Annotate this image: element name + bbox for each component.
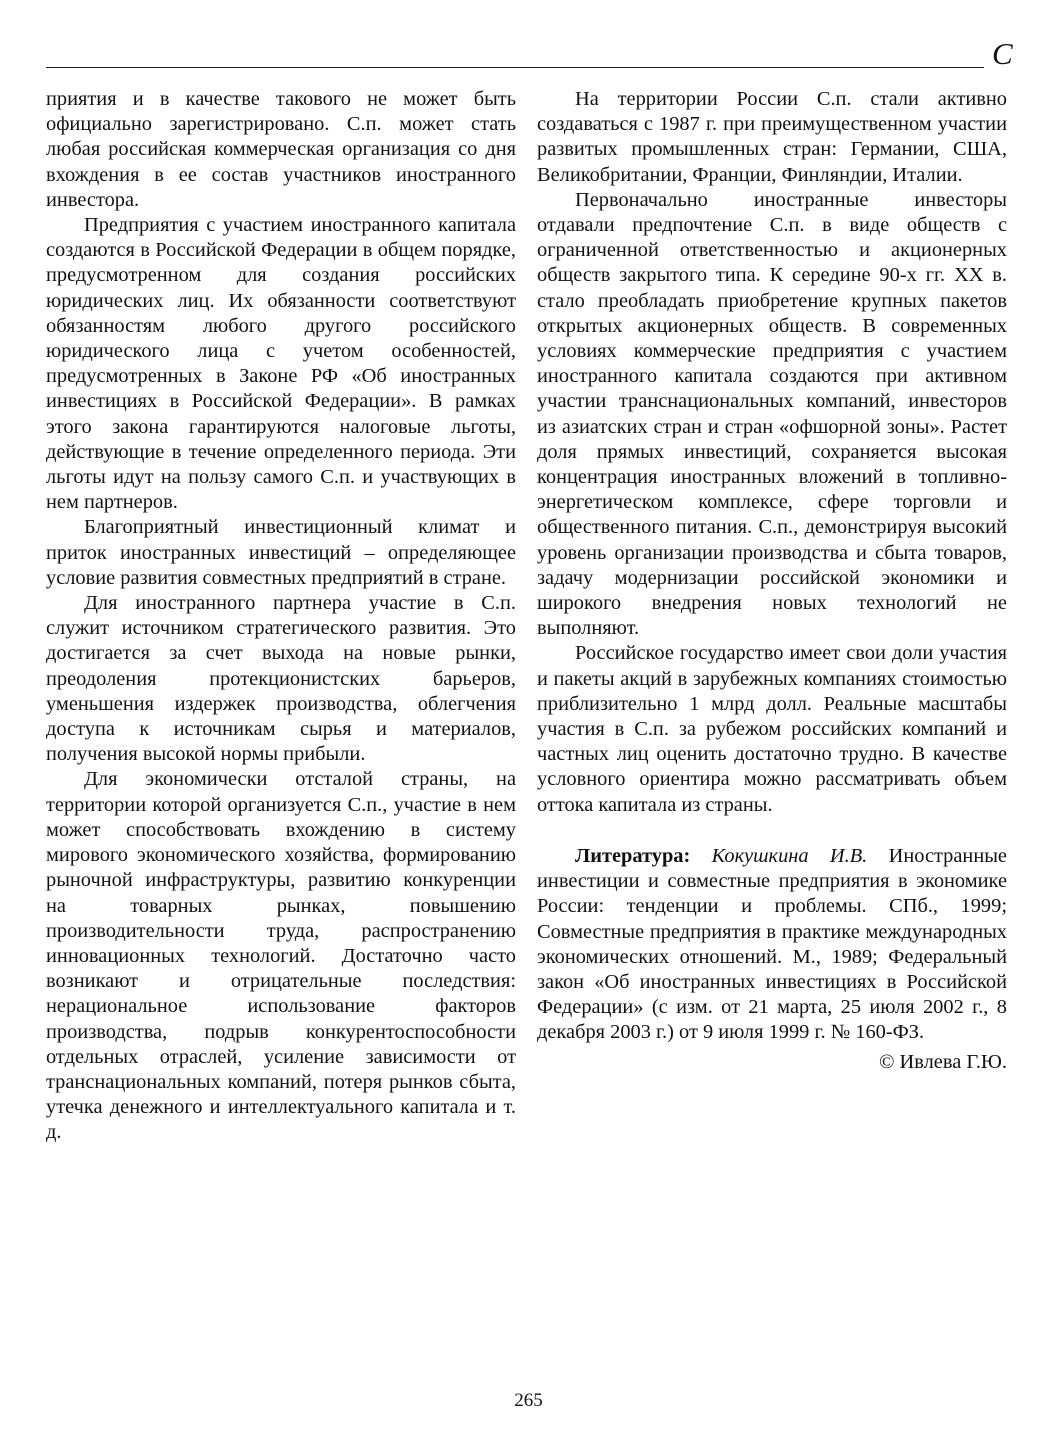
- paragraph: Предприятия с участием иностранного капитала создаются в Российской Федерации в общем порядке, предусмотренном для создания российских юридических лиц. Их обязанности соответствуют обязанностям любого другого российского юридического лица с учетом особенностей, предусмотренных в Законе РФ «Об иностранных инвестициях в Российской Федерации». В рамках этого закона гарантируются налоговые льготы, действующие в течение определенного периода. Эти льготы идут на пользу самого С.п. и участвующих в нем партнеров.: [46, 214, 516, 514]
- paragraph: Российское государство имеет свои доли участия и пакеты акций в зарубежных компаниях стоимостью приблизительно 1 млрд долл. Реальные масштабы участия в С.п. за рубежом российских компаний и частных лиц оценить достаточно трудно. В качестве условного ориентира можно рассматривать объем оттока капитала из страны.: [537, 642, 1007, 816]
- page-number: 265: [514, 1390, 543, 1411]
- literature-label: Литература:: [575, 844, 691, 867]
- section-letter: С: [992, 36, 1013, 71]
- paragraph: Для экономически отсталой страны, на территории которой организуется С.п., участие в нем может способствовать вхождению в систему мирового экономического хозяйства, формированию рыночной инфраструктуры, развитию конкуренции на товарных рынках, повышению производительности труда, распространению инновационных технологий. Достаточно часто возникают и отрицательные последствия: нерациональное использование факторов производства, подрыв конкурентоспособности отдельных отраслей, усиление зависимости от транснациональных компаний, потеря рынков сбыта, утечка денежного и интеллектуального капитала и т. д.: [46, 768, 516, 1144]
- literature-text: Иностранные инвестиции и совместные предприятия в экономике России: тенденции и проблемы. СПб., 1999; Совместные предприятия в практике международных экономических отношений. М., 1989; Федеральный закон «Об иностранных инвестициях в Российской Федерации» (с изм. от 21 марта, 25 июля 2002 г., 8 декабря 2003 г.) от 9 июля 1999 г. № 160-ФЗ.: [537, 844, 1007, 1044]
- paragraph: На территории России С.п. стали активно создаваться с 1987 г. при преимущественном участии развитых промышленных стран: Германии, США, Великобритании, Франции, Финляндии, Италии.: [537, 88, 1007, 186]
- left-column: [46, 87, 516, 1146]
- paragraph: приятия и в качестве такового не может быть официально зарегистрировано. С.п. может стать любая российская коммерческая организация со дня вхождения в ее состав участников иностранного инвестора.: [46, 88, 516, 211]
- copyright: © Ивлева Г.Ю.: [878, 1050, 1007, 1073]
- paragraph: Первоначально иностранные инвесторы отдавали предпочтение С.п. в виде обществ с ограниченной ответственностью и акционерных обществ закрытого типа. К середине 90-х гг. XX в. стало преобладать приобретение крупных пакетов открытых акционерных обществ. В современных условиях коммерческие предприятия с участием иностранного капитала создаются при активном участии транснациональных компаний, инвесторов из азиатских стран и стран «офшорной зоны». Растет доля прямых инвестиций, сохраняется высокая концентрация иностранных вложений в топливно-энергетическом комплексе, сфере торговли и общественного питания. С.п., демонстрируя высокий уровень организации производства и сбыта товаров, задачу модернизации российской экономики и широкого внедрения новых технологий не выполняют.: [537, 188, 1007, 640]
- literature-author: Кокушкина И.В.: [711, 844, 868, 867]
- paragraph: Благоприятный инвестиционный климат и приток иностранных инвестиций – определяющее условие развития совместных предприятий в стране.: [46, 516, 516, 589]
- header-rule: [46, 67, 984, 68]
- right-column: [537, 87, 1007, 1075]
- literature-section: [537, 844, 1007, 1046]
- paragraph: Для иностранного партнера участие в С.п. служит источником стратегического развития. Это достигается за счет выхода на новые рынки, преодоления протекционистских барьеров, уменьшения издержек производства, облегчения доступа к источникам сырья и материалов, получения высокой нормы прибыли.: [46, 592, 516, 766]
